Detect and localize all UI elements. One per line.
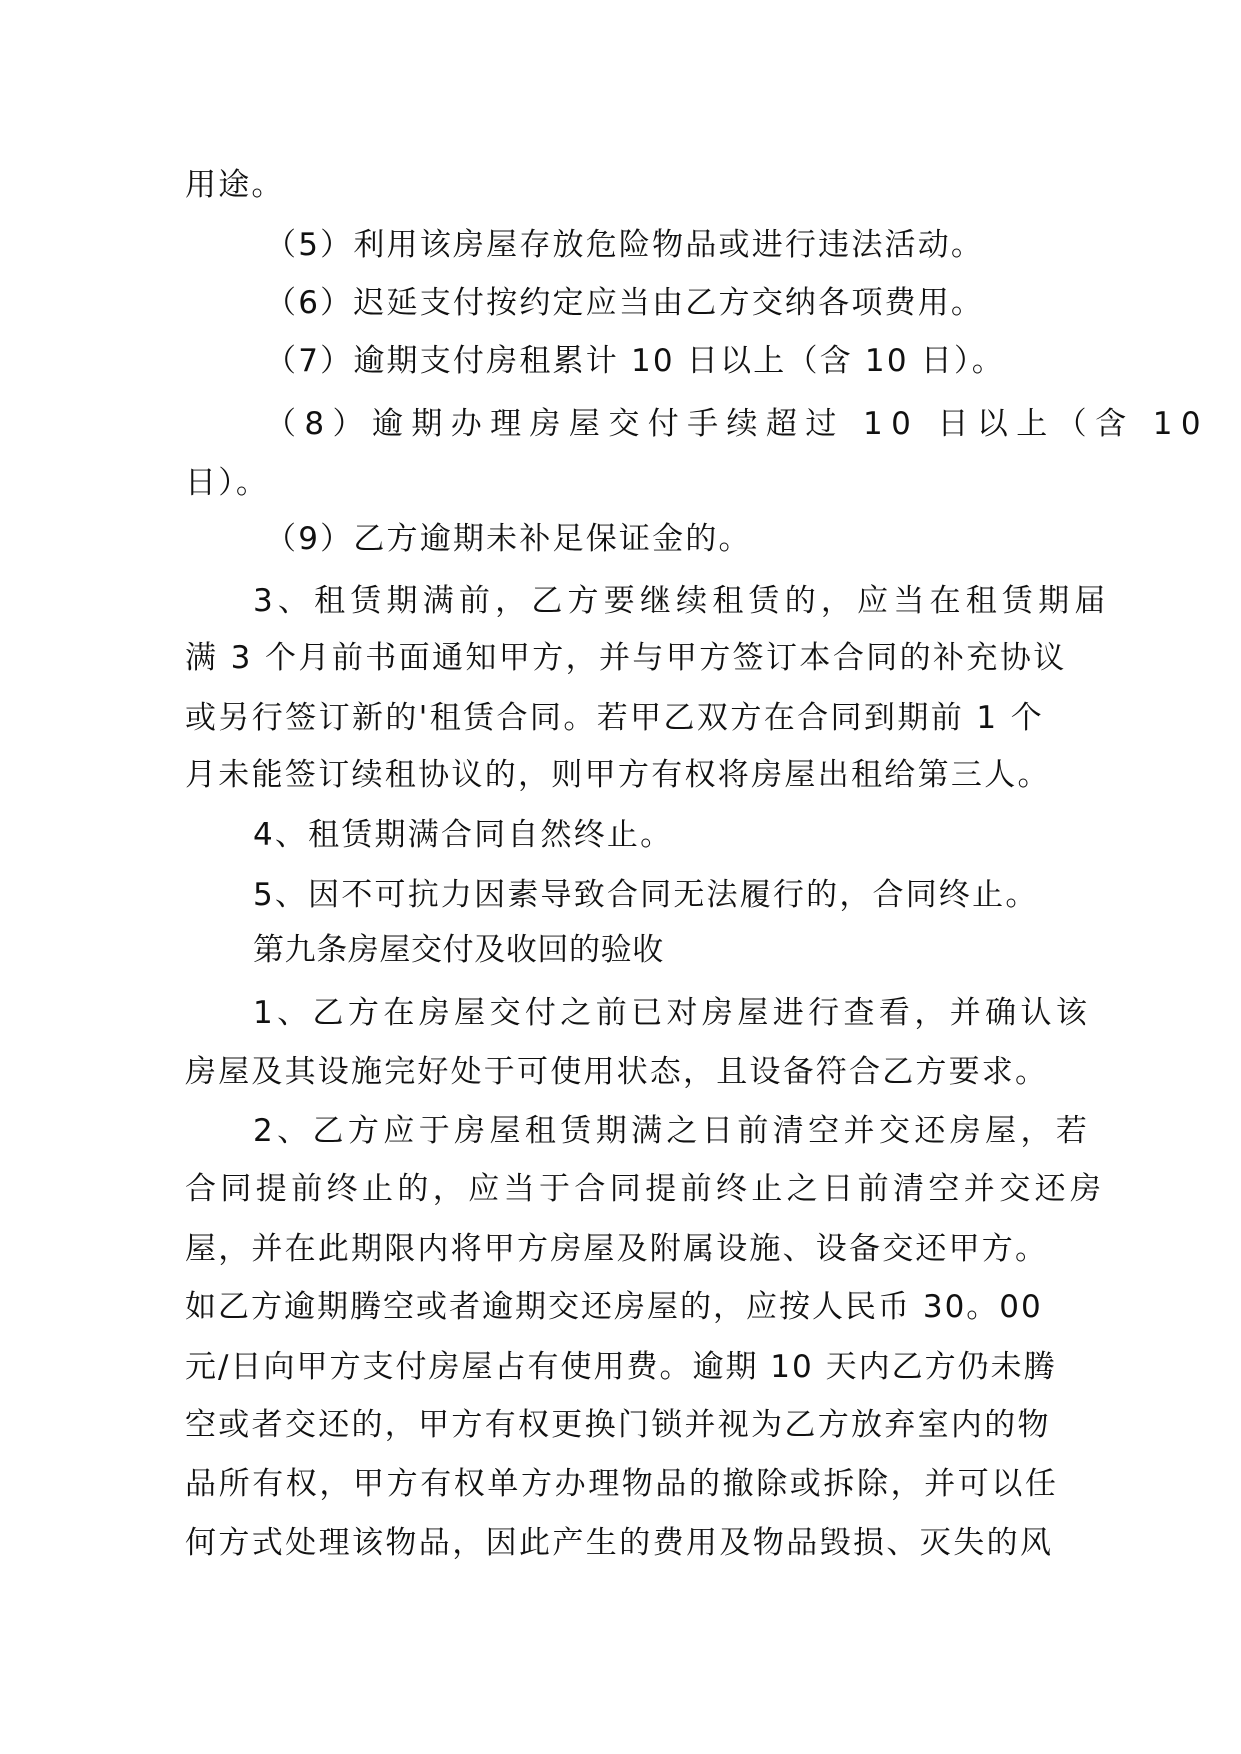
clause-2-line: 品所有权，甲方有权单方办理物品的撤除或拆除，并可以任 <box>185 1466 1059 1502</box>
list-item-6: （6）迟延支付按约定应当由乙方交纳各项费用。 <box>265 285 985 321</box>
text-line: 日）。 <box>185 465 270 501</box>
clause-1-line: 房屋及其设施完好处于可使用状态，且设备符合乙方要求。 <box>185 1054 1049 1090</box>
clause-2-line: 2、乙方应于房屋租赁期满之日前清空并交还房屋，若 <box>253 1113 1092 1149</box>
clause-4-line: 4、租赁期满合同自然终止。 <box>253 817 674 853</box>
clause-3-line: 月未能签订续租协议的，则甲方有权将房屋出租给第三人。 <box>185 757 1051 793</box>
clause-2-line: 元/日向甲方支付房屋占有使用费。逾期 10 天内乙方仍未腾 <box>185 1349 1057 1385</box>
clause-2-line: 屋，并在此期限内将甲方房屋及附属设施、设备交还甲方。 <box>185 1231 1049 1267</box>
clause-2-line: 合同提前终止的，应当于合同提前终止之日前清空并交还房 <box>185 1171 1106 1207</box>
text-line: 用途。 <box>185 167 285 203</box>
section-heading: 第九条房屋交付及收回的验收 <box>253 932 664 968</box>
clause-2-line: 空或者交还的，甲方有权更换门锁并视为乙方放弃室内的物 <box>185 1407 1051 1443</box>
list-item-5: （5）利用该房屋存放危险物品或进行违法活动。 <box>265 227 985 263</box>
clause-2-line: 如乙方逾期腾空或者逾期交还房屋的，应按人民币 30。00 <box>185 1289 1043 1325</box>
list-item-9: （9）乙方逾期未补足保证金的。 <box>265 521 752 557</box>
clause-3-line: 或另行签订新的'租赁合同。若甲乙双方在合同到期前 1 个 <box>185 700 1045 736</box>
list-item-8: （8）逾期办理房屋交付手续超过 10 日以上（含 10 <box>265 406 1209 442</box>
list-item-7: （7）逾期支付房租累计 10 日以上（含 10 日）。 <box>265 343 1005 379</box>
clause-3-line: 3、租赁期满前，乙方要继续租赁的，应当在租赁期届 <box>253 583 1111 619</box>
clause-5-line: 5、因不可抗力因素导致合同无法履行的，合同终止。 <box>253 877 1039 913</box>
clause-1-line: 1、乙方在房屋交付之前已对房屋进行查看，并确认该 <box>253 995 1092 1031</box>
clause-2-line: 何方式处理该物品，因此产生的费用及物品毁损、灭失的风 <box>185 1525 1054 1561</box>
clause-3-line: 满 3 个月前书面通知甲方，并与甲方签订本合同的补充协议 <box>185 640 1067 676</box>
